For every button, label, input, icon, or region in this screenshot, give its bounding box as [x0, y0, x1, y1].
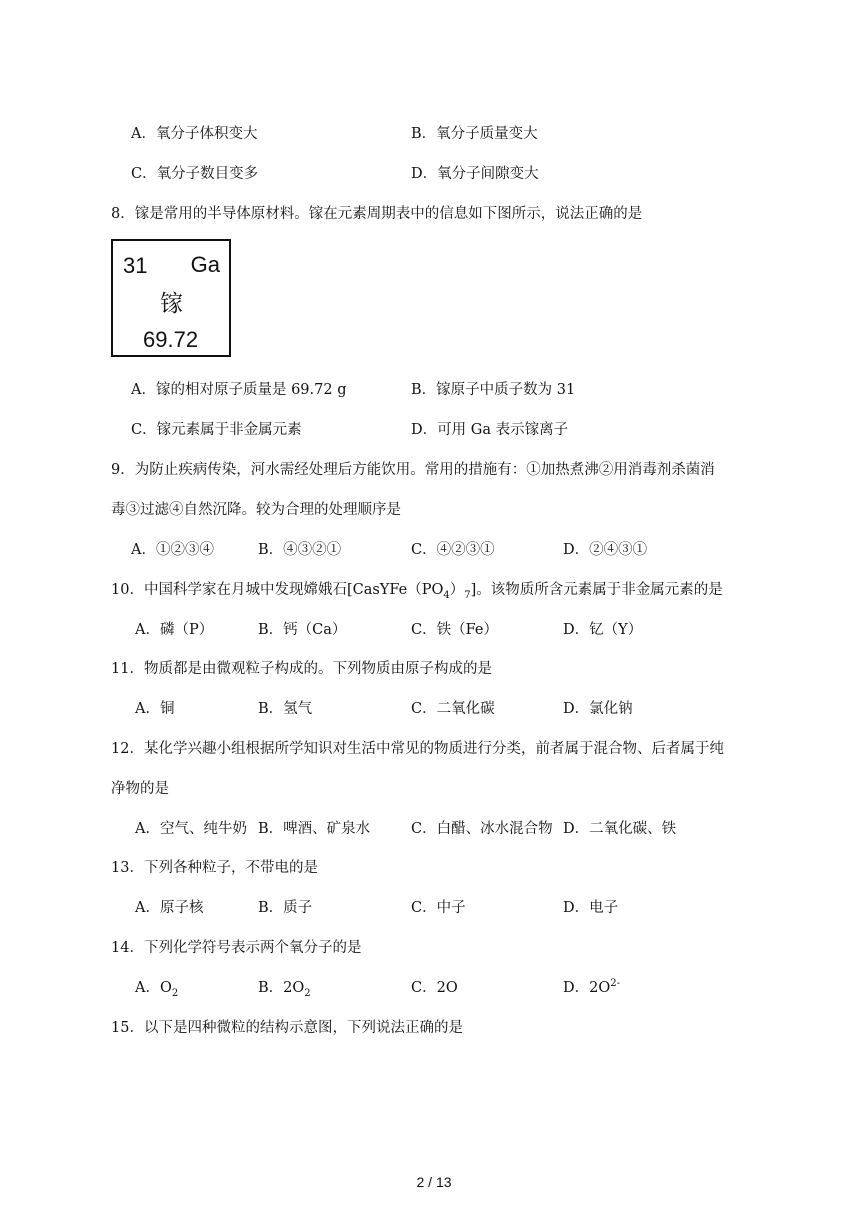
q11-option-c: C．二氧化碳	[411, 701, 495, 717]
q9-option-c: C．④②③①	[411, 542, 495, 558]
q9-stem-line2: 毒③过滤④自然沉降。较为合理的处理顺序是	[111, 502, 401, 518]
q7-option-b: B．氧分子质量变大	[411, 126, 538, 142]
q11-option-b: B．氢气	[258, 701, 313, 717]
q7-option-a: A．氧分子体积变大	[131, 126, 258, 142]
q14-option-b-text: B．2O	[258, 980, 305, 996]
q14-stem: 14．下列化学符号表示两个氧分子的是	[111, 940, 362, 956]
q8-option-d: D．可用 Ga 表示镓离子	[411, 422, 569, 438]
q14-option-a-text: A．O	[135, 980, 172, 996]
q12-option-a: A．空气、纯牛奶	[135, 821, 247, 837]
element-symbol: Ga	[190, 252, 220, 277]
q10-option-a: A．磷（P）	[135, 622, 214, 638]
q8-option-c: C．镓元素属于非金属元素	[131, 422, 302, 438]
q14-option-b-subscript: 2	[304, 987, 311, 999]
q8-stem: 8．镓是常用的半导体原材料。镓在元素周期表中的信息如下图所示，说法正确的是	[111, 206, 643, 222]
q13-stem: 13．下列各种粒子，不带电的是	[111, 860, 318, 876]
q12-option-c: C．白醋、冰水混合物	[411, 821, 553, 837]
q14-option-a	[135, 976, 178, 999]
q10-stem-part-b: ）	[449, 582, 465, 598]
q10-option-b: B．钙（Ca）	[258, 622, 347, 638]
q8-option-a: A．镓的相对原子质量是 69.72 g	[131, 382, 347, 398]
q9-option-d: D．②④③①	[563, 542, 648, 558]
element-atomic-number: 31	[123, 253, 148, 278]
q7-option-c: C．氧分子数目变多	[131, 166, 259, 182]
q15-stem: 15．以下是四种微粒的结构示意图，下列说法正确的是	[111, 1020, 463, 1036]
q9-option-b: B．④③②①	[258, 542, 342, 558]
q14-option-c: C．2O	[411, 980, 458, 996]
q12-option-b: B．啤酒、矿泉水	[258, 821, 371, 837]
q14-option-d-text: D．2O	[563, 980, 611, 996]
q14-option-d-superscript: 2-	[610, 978, 620, 990]
q10-subscript-4: 4	[443, 589, 450, 601]
q8-option-b: B．镓原子中质子数为 31	[411, 382, 576, 398]
element-card	[111, 239, 231, 357]
q9-option-a: A．①②③④	[131, 542, 214, 558]
q14-option-b	[258, 976, 311, 999]
element-atomic-mass: 69.72	[143, 327, 199, 352]
q9-stem-line1: 9．为防止疾病传染，河水需经处理后方能饮用。常用的措施有：①加热煮沸②用消毒剂杀菌消	[111, 462, 715, 478]
q10-option-c: C．铁（Fe）	[411, 622, 498, 638]
q10-stem	[111, 578, 723, 601]
q10-stem-part-a: 10．中国科学家在月城中发现嫦娥石[CasYFe（PO	[111, 582, 444, 598]
q11-option-a: A．铜	[135, 701, 175, 717]
q10-subscript-7: 7	[464, 589, 471, 601]
q13-option-a: A．原子核	[135, 900, 204, 916]
q10-option-d: D．钇（Y）	[563, 622, 643, 638]
q14-option-d	[563, 976, 620, 997]
q14-option-a-subscript: 2	[171, 987, 179, 999]
q11-stem: 11．物质都是由微观粒子构成的。下列物质由原子构成的是	[111, 661, 492, 677]
q13-option-b: B．质子	[258, 900, 313, 916]
element-name: 镓	[160, 291, 183, 317]
q13-option-d: D．电子	[563, 900, 619, 916]
q11-option-d: D．氯化钠	[563, 701, 633, 717]
q7-option-d: D．氧分子间隙变大	[411, 166, 539, 182]
q13-option-c: C．中子	[411, 900, 466, 916]
q12-stem-line2: 净物的是	[111, 781, 169, 797]
q12-stem-line1: 12．某化学兴趣小组根据所学知识对生活中常见的物质进行分类，前者属于混合物、后者属于纯	[111, 741, 724, 757]
q10-stem-part-c: ]。该物质所含元素属于非金属元素的是	[470, 582, 723, 598]
q12-option-d: D．二氧化碳、铁	[563, 821, 677, 837]
page-number: 2 / 13	[416, 1174, 452, 1190]
